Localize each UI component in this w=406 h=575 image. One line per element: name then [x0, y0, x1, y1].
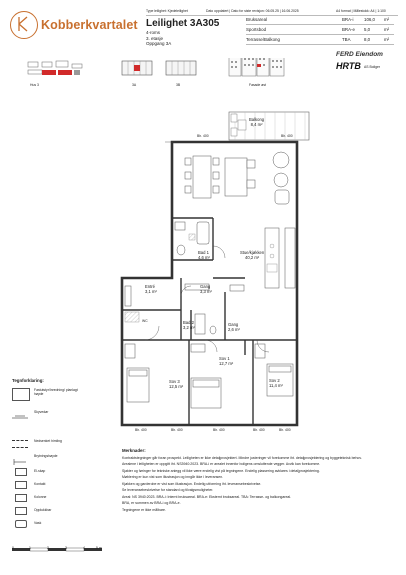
- partner-logo-2-sub: AS Boliger: [364, 65, 381, 69]
- room-sov3-name: Sov 3: [169, 379, 180, 384]
- note-paragraph-1: Arealene i leiligheten er oppgitt iht. NS3940:2023. BRA-i er arealet innenfor boligens omsluttende vegger. Avvik kan forekomme.: [122, 462, 321, 467]
- partner-logo-1: FERD Eiendom: [336, 51, 383, 58]
- legend-item-4: El-skap: [34, 469, 46, 473]
- scale-label-1: 1: [29, 546, 31, 550]
- window-tag-2: Bh. 400: [135, 428, 147, 432]
- sliding-door-icon: [12, 410, 28, 420]
- legend-item-2: Nedsenket himling: [34, 439, 62, 443]
- room-sov2-area: 11,4 m²: [269, 383, 283, 388]
- room-living-area: 40,2 m²: [245, 255, 260, 260]
- room-gang2: [228, 322, 240, 332]
- room-bath1-name: Bad 1: [198, 250, 209, 255]
- room-sov1: [219, 356, 233, 366]
- keyplan-label-2: 3B: [176, 83, 181, 87]
- header-block: [146, 9, 398, 57]
- stair-label: Oppgang 3A: [146, 41, 172, 46]
- room-gang1-name: Gang: [200, 284, 211, 289]
- wc-label: WC: [142, 319, 148, 323]
- sink-icon: [15, 520, 27, 528]
- partner-logo-2: HRTB: [336, 61, 361, 71]
- brand-block: [8, 9, 136, 49]
- room-sov2: [269, 378, 283, 388]
- legend-swatch-0: [12, 388, 30, 401]
- legend-item-1: Skyvedør: [34, 410, 49, 414]
- room-sov1-name: Sov 1: [219, 356, 230, 361]
- room-sov1-area: 12,7 m²: [219, 361, 234, 366]
- legend-item-6: Kolonne: [34, 495, 47, 499]
- room-count: 4-roms: [146, 30, 161, 35]
- area-value-2: 8,0: [364, 37, 371, 42]
- window-tag-4: Bh. 400: [213, 428, 225, 432]
- notes-title: Merknader:: [122, 448, 146, 453]
- note-paragraph-0: Kontraktstegninger går foran prospekt. Leiligheten er ikke detaljprosjektert. Mindre justeringer vil forekomme iht. detaljprosjektering og byggeteknisk behov.: [122, 456, 362, 460]
- dropped-ceiling-icon: [12, 440, 28, 448]
- area-code-0: BRA-i: [342, 17, 354, 22]
- window-tag-3: Bh. 400: [171, 428, 183, 432]
- column-icon: [15, 494, 27, 502]
- date-label: Dato oppdatert | Dato for siste revisjon: 06.05.25 | 16.06.2025: [206, 9, 299, 13]
- keyplan-label-0: Hus 3: [30, 83, 39, 87]
- keyplan-label-3: Fasade øst: [249, 83, 266, 87]
- room-entre: [145, 284, 157, 294]
- floor-label: 3. etasje: [146, 35, 164, 41]
- area-unit-0: m²: [384, 17, 390, 22]
- area-code-1: BRA-e: [342, 27, 355, 32]
- room-sov2-name: Sov 2: [269, 378, 280, 383]
- legend-item-0: Fastutstyr/Inredning/ planlagt høyde: [34, 388, 78, 397]
- area-label-1: Sportsbod: [246, 27, 267, 32]
- note-paragraph-7: BRA, er summen av BRA-i og BRA-e.: [122, 501, 181, 506]
- room-gang2-area: 2,6 m²: [228, 327, 240, 332]
- legend-item-3: Brytningshøyde: [34, 454, 58, 458]
- room-balcony-name: Balkong: [249, 117, 265, 122]
- format-label: A4 format | Målestokk: A4 | 1:100: [336, 9, 386, 13]
- outlet-icon: [15, 481, 27, 489]
- room-bad2: [183, 320, 195, 330]
- room-sov3-area: 12,5 m²: [169, 384, 184, 389]
- legend-title: Tegnforklaring:: [12, 378, 44, 383]
- legend: [12, 378, 107, 568]
- window-tag-1: Bh. 400: [281, 134, 293, 138]
- window-tag-0: Bh. 400: [197, 134, 209, 138]
- area-value-1: 5,0: [364, 27, 371, 32]
- keyplan-label-1: 3A: [132, 83, 137, 87]
- note-paragraph-3: Møblering er kun vist som illustrasjon og inngår ikke i leveransen.: [122, 475, 224, 480]
- room-balcony: [249, 117, 264, 127]
- hatch-icon: [15, 507, 27, 515]
- note-paragraph-6: Areal: NS 3940:2023. BRA-i: Internt bruksareal. BRA-e: Eksternt bruksareal. TBA: Terrasse- og balkongareal.: [122, 494, 292, 499]
- window-tag-5: Bh. 400: [253, 428, 265, 432]
- room-bath1: [198, 250, 210, 260]
- area-code-2: TBA: [342, 37, 351, 42]
- scale-label-4: 4: [83, 546, 85, 550]
- scale-label-2: 2: [47, 546, 49, 550]
- room-entre-area: 3,1 m²: [145, 289, 157, 294]
- area-value-0: 106,0: [364, 17, 375, 22]
- room-balcony-area: 8,4 m²: [250, 122, 263, 127]
- area-unit-1: m²: [384, 27, 390, 32]
- scale-label-0: 0: [12, 546, 14, 550]
- legend-item-5: Kontakt: [34, 482, 46, 486]
- scale-bar: [12, 540, 106, 554]
- room-bath1-area: 4,6 m²: [198, 255, 210, 260]
- note-paragraph-5: Se leveransebeskrivelse for standard og tilvalgsmuligheter.: [122, 488, 214, 493]
- room-gang2-name: Gang: [228, 322, 239, 327]
- scale-label-5: 5 m: [96, 546, 102, 550]
- room-entre-name: Entré: [145, 284, 156, 289]
- notes: [122, 448, 398, 568]
- room-living: [240, 250, 264, 260]
- logo-icon: [10, 11, 38, 39]
- area-unit-2: m²: [384, 37, 390, 42]
- area-label-2: Terrasse/Balkong: [246, 37, 280, 42]
- room-gang1-area: 3,3 m²: [200, 289, 212, 294]
- keyplan-row: [24, 58, 304, 92]
- scale-label-3: 3: [65, 546, 67, 550]
- window-tag-6: Bh. 400: [279, 428, 291, 432]
- apartment-title: Leilighet 3A305: [146, 18, 220, 29]
- note-paragraph-8: Tegningene er ikke målbare.: [122, 507, 166, 512]
- floor-plan: [85, 100, 310, 438]
- note-paragraph-4: Kjøkken og garderobe er vist som illustrasjon. Endelig utforming iht. leveransebeskrivelse.: [122, 481, 262, 486]
- legend-item-7: Opplukkbar: [34, 508, 52, 512]
- note-paragraph-2: Sjakter og føringer for tekniske anlegg vil ikke være endelig vist på tegningene. Endelig plassering avklares i detaljprosjektering.: [122, 468, 320, 473]
- brand-name: Kobberkvartalet: [41, 18, 138, 32]
- area-label-0: Bruksareal: [246, 17, 267, 22]
- room-bad2-area: 3,2 m²: [183, 325, 195, 330]
- legend-item-8: Vask: [34, 521, 42, 525]
- room-bad2-name: Bad 2: [183, 320, 194, 325]
- room-gang1: [200, 284, 212, 294]
- sill-height-icon: [12, 453, 28, 461]
- el-panel-icon: [15, 468, 27, 476]
- type-label: Type leilighet: Kjedeleilighet: [146, 9, 188, 13]
- room-sov3: [169, 379, 183, 389]
- room-living-name: Stue/kjøkken: [240, 250, 265, 255]
